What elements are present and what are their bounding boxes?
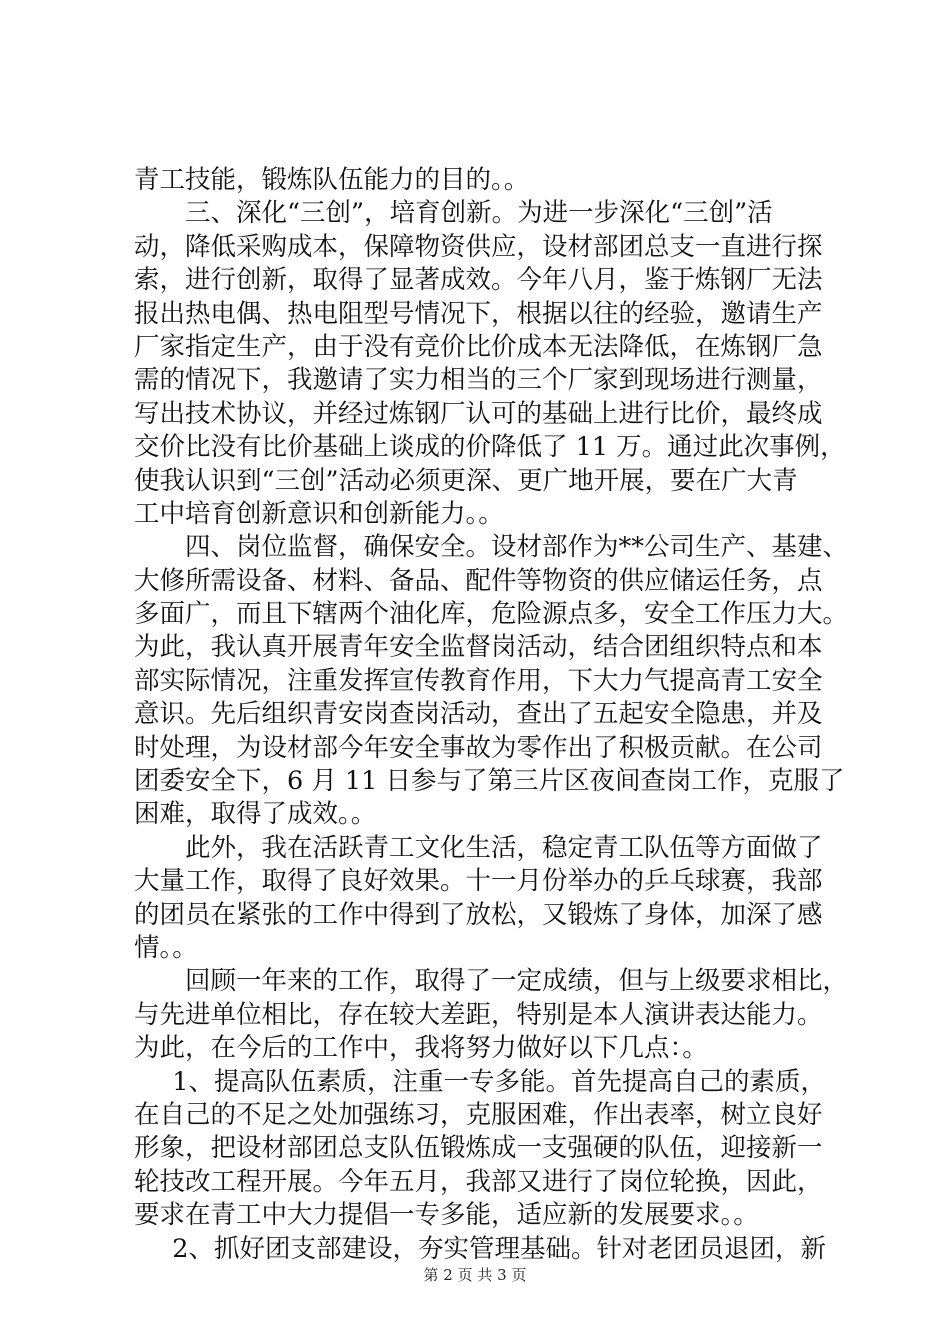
text-line: 为此，我认真开展青年安全监督岗活动，结合团组织特点和本 — [134, 632, 823, 663]
text-line: 三、深化“三创”，培育创新。为进一步深化“三创”活 — [185, 198, 773, 229]
text-line: 形象，把设材部团总支队伍锻炼成一支强硬的队伍，迎接新一 — [134, 1133, 823, 1164]
text-line: 团委安全下，6 月 11 日参与了第三片区夜间查岗工作，克服了 — [134, 766, 845, 797]
text-line: 索，进行创新，取得了显著成效。今年八月，鉴于炼钢厂无法 — [134, 265, 823, 296]
text-line: 回顾一年来的工作，取得了一定成绩，但与上级要求相比， — [185, 966, 849, 997]
text-line: 意识。先后组织青安岗查岗活动，查出了五起安全隐患，并及 — [134, 699, 823, 730]
text-line: 的团员在紧张的工作中得到了放松，又锻炼了身体，加深了感 — [134, 899, 823, 930]
text-line: 厂家指定生产，由于没有竞价比价成本无法降低，在炼钢厂急 — [134, 331, 823, 362]
text-line: 困难，取得了成效。。 — [134, 799, 377, 830]
text-line: 青工技能，锻炼队伍能力的目的。。 — [134, 165, 530, 195]
text-line: 动，降低采购成本，保障物资供应，设材部团总支一直进行探 — [134, 231, 823, 262]
text-line: 多面广，而且下辖两个油化库，危险源点多，安全工作压力大。 — [134, 599, 849, 630]
text-line: 交价比没有比价基础上谈成的价降低了 11 万。通过此次事例， — [134, 432, 846, 463]
text-line: 报出热电偶、热电阻型号情况下，根据以往的经验，邀请生产 — [134, 298, 823, 329]
text-line: 需的情况下，我邀请了实力相当的三个厂家到现场进行测量， — [134, 365, 823, 396]
text-line: 轮技改工程开展。今年五月，我部又进行了岗位轮换，因此， — [134, 1166, 823, 1197]
text-line: 使我认识到“三创”活动必须更深、更广地开展，要在广大青 — [134, 465, 798, 496]
text-line: 为此，在今后的工作中，我将努力做好以下几点：。 — [134, 1033, 708, 1064]
text-line: 部实际情况，注重发挥宣传教育作用，下大力气提高青工安全 — [134, 665, 823, 696]
text-line: 写出技术协议，并经过炼钢厂认可的基础上进行比价，最终成 — [134, 398, 823, 429]
text-line: 要求在青工中大力提倡一专多能，适应新的发展要求。。 — [134, 1200, 759, 1231]
text-line: 2、抓好团支部建设，夯实管理基础。针对老团员退团，新 — [172, 1233, 826, 1264]
text-line: 情。。 — [134, 932, 198, 963]
text-line: 在自己的不足之处加强练习，克服困难，作出表率，树立良好 — [134, 1099, 823, 1130]
page-footer: 第 2 页 共 3 页 — [423, 1266, 527, 1284]
text-line: 此外，我在活跃青工文化生活，稳定青工队伍等方面做了 — [185, 832, 823, 863]
text-line: 大修所需设备、材料、备品、配件等物资的供应储运任务，点 — [134, 565, 823, 596]
text-line: 与先进单位相比，存在较大差距，特别是本人演讲表达能力。 — [134, 999, 823, 1030]
text-line: 1、提高队伍素质，注重一专多能。首先提高自己的素质， — [172, 1066, 826, 1097]
text-line: 工中培育创新意识和创新能力。。 — [134, 498, 504, 529]
text-line: 时处理，为设材部今年安全事故为零作出了积极贡献。在公司 — [134, 732, 823, 763]
document-body — [134, 164, 849, 1266]
text-line: 四、岗位监督，确保安全。设材部作为**公司生产、基建、 — [185, 532, 849, 563]
text-line: 大量工作，取得了良好效果。十一月份举办的乒乓球赛，我部 — [134, 866, 823, 897]
